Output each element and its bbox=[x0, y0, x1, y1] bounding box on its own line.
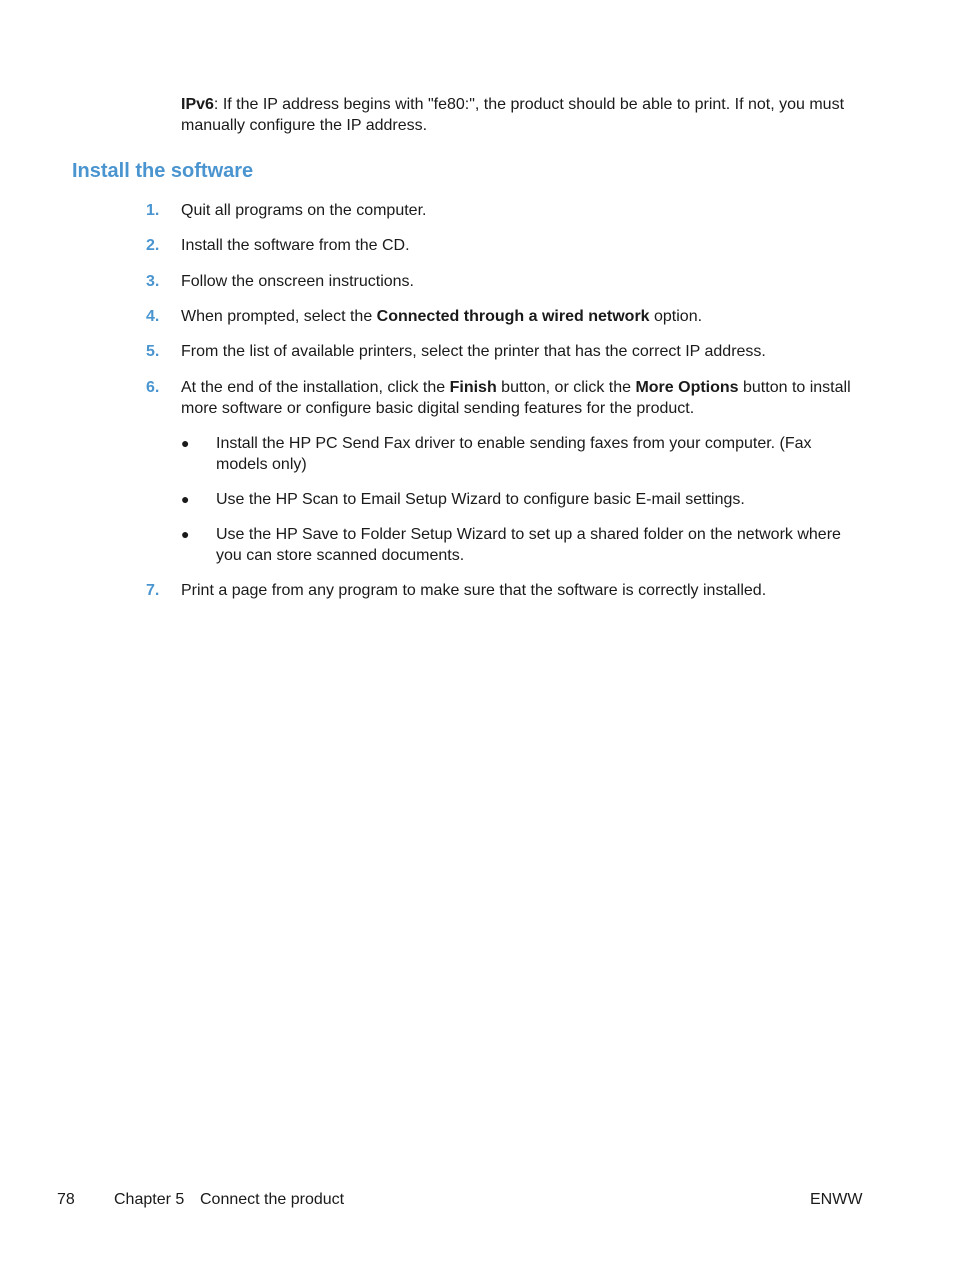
step-number: 1. bbox=[146, 202, 160, 219]
step-text-mid: button, or click the bbox=[496, 379, 636, 396]
ipv6-text: : If the IP address begins with "fe80:", the product should be able to print. If not, you must manually configure the IP address. bbox=[181, 96, 845, 134]
step-number: 7. bbox=[146, 582, 160, 599]
more-options-button-name: More Options bbox=[635, 379, 739, 396]
step-text-pre: When prompted, select the bbox=[181, 308, 377, 325]
bullet-text: Install the HP PC Send Fax driver to enable sending faxes from your computer. (Fax models only) bbox=[216, 435, 812, 473]
step-text bbox=[181, 306, 866, 327]
step-number: 2. bbox=[146, 237, 160, 254]
footer-locale: ENWW bbox=[810, 1191, 863, 1208]
page-number: 78 bbox=[57, 1191, 75, 1208]
step-text bbox=[181, 377, 866, 419]
step-text-post: button to install more software or configure basic digital sending features for the product. bbox=[181, 379, 851, 417]
step-text-post: option. bbox=[649, 308, 703, 325]
bullet-icon: ● bbox=[181, 435, 190, 451]
option-name: Connected through a wired network bbox=[376, 308, 650, 325]
step-number: 5. bbox=[146, 343, 160, 360]
step-text-pre: At the end of the installation, click the bbox=[181, 379, 450, 396]
ipv6-note bbox=[181, 94, 866, 136]
step-text: Quit all programs on the computer. bbox=[181, 202, 427, 219]
step-number: 6. bbox=[146, 379, 160, 396]
step-text: From the list of available printers, select the printer that has the correct IP address. bbox=[181, 343, 766, 360]
step-number: 3. bbox=[146, 273, 160, 290]
section-heading: Install the software bbox=[72, 160, 254, 182]
finish-button-name: Finish bbox=[449, 379, 497, 396]
bullet-icon: ● bbox=[181, 491, 190, 507]
step-number: 4. bbox=[146, 308, 160, 325]
ipv6-label: IPv6 bbox=[181, 96, 214, 113]
step-text: Install the software from the CD. bbox=[181, 237, 410, 254]
step-text: Follow the onscreen instructions. bbox=[181, 273, 414, 290]
bullet-text: Use the HP Scan to Email Setup Wizard to configure basic E-mail settings. bbox=[216, 491, 745, 508]
bullet-icon: ● bbox=[181, 526, 190, 542]
bullet-text: Use the HP Save to Folder Setup Wizard to set up a shared folder on the network where you can store scanned documents. bbox=[216, 526, 841, 564]
footer-chapter-title: Connect the product bbox=[200, 1191, 345, 1208]
step-text: Print a page from any program to make sure that the software is correctly installed. bbox=[181, 582, 767, 599]
footer-chapter: Chapter 5 bbox=[114, 1191, 185, 1208]
